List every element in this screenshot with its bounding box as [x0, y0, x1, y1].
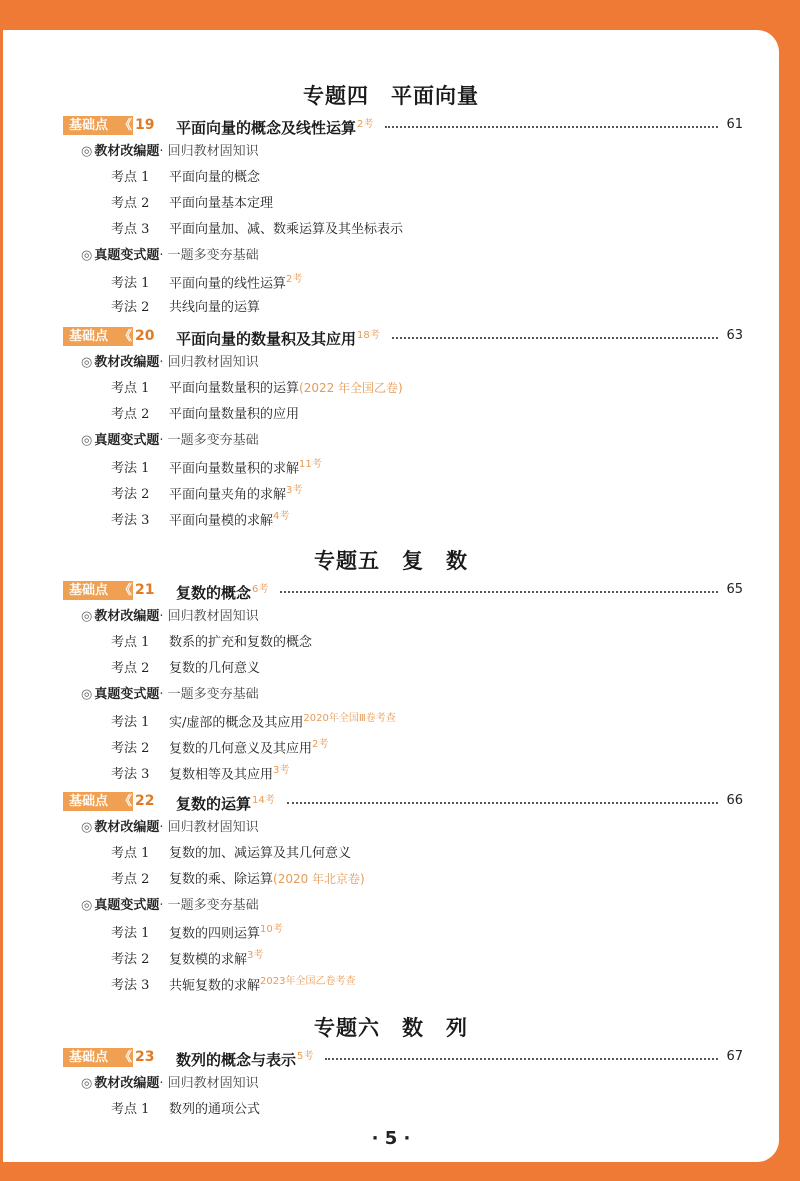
item-label: 考法 2	[111, 487, 150, 503]
toc-item[interactable]	[111, 735, 328, 756]
toc-page	[3, 30, 779, 1162]
item-label: 考点 2	[111, 872, 150, 887]
double-circle-icon: ◎	[81, 144, 93, 159]
double-circle-icon: ◎	[81, 609, 93, 624]
toc-entry-basic-point[interactable]	[63, 1045, 743, 1069]
question-category	[81, 140, 259, 159]
question-category	[81, 894, 259, 913]
leader-dots	[287, 802, 718, 804]
toc-item[interactable]	[111, 377, 403, 396]
double-chevron-icon: 《	[119, 583, 133, 598]
leader-dots	[385, 126, 718, 128]
double-circle-icon: ◎	[81, 898, 93, 913]
item-text: 平面向量的线性运算	[169, 276, 287, 292]
basic-point-badge	[63, 327, 133, 346]
basic-point-badge	[63, 1048, 133, 1067]
question-category	[81, 1072, 259, 1091]
point-title-text: 平面向量的数量积及其应用	[176, 330, 357, 348]
item-label: 考点 2	[111, 407, 150, 422]
basic-point-badge	[63, 116, 133, 135]
item-text: 平面向量数量积的运算	[169, 381, 300, 396]
question-category	[81, 683, 259, 702]
category-subtitle: · 回归教材固知识	[159, 609, 259, 624]
category-subtitle: · 一题多变夯基础	[159, 248, 259, 263]
exam-count-note: 5考	[297, 1051, 314, 1062]
category-name: 真题变式题	[94, 898, 160, 913]
point-title	[176, 1047, 313, 1070]
exam-count-note: 14考	[252, 795, 275, 806]
item-note: (2022 年全国乙卷)	[299, 381, 403, 395]
category-name: 教材改编题	[94, 1076, 160, 1091]
toc-item[interactable]	[111, 946, 263, 967]
point-title	[176, 115, 373, 138]
question-category	[81, 429, 259, 448]
double-chevron-icon: 《	[119, 118, 133, 133]
page-number-footer: · 5 ·	[371, 1128, 411, 1149]
item-note: 4考	[273, 511, 290, 522]
category-subtitle: · 一题多变夯基础	[159, 687, 259, 702]
category-name: 教材改编题	[94, 609, 160, 624]
badge-label: 基础点	[69, 118, 109, 133]
item-text: 复数的几何意义	[169, 661, 261, 676]
question-category	[81, 244, 259, 263]
item-text: 复数的乘、除运算	[169, 872, 274, 887]
item-text: 复数的加、减运算及其几何意义	[169, 846, 352, 861]
section-title: 专题六 数 列	[314, 1016, 468, 1040]
question-category	[81, 605, 259, 624]
point-title-text: 平面向量的概念及线性运算	[176, 119, 357, 137]
item-label: 考法 3	[111, 767, 150, 783]
item-label: 考法 2	[111, 300, 150, 315]
page-reference: 67	[726, 1049, 743, 1064]
toc-item[interactable]	[111, 972, 355, 993]
page-reference: 65	[726, 582, 743, 597]
item-label: 考点 1	[111, 1102, 150, 1117]
category-name: 真题变式题	[94, 433, 160, 448]
item-note: 3考	[247, 950, 264, 961]
item-label: 考法 1	[111, 926, 150, 942]
page-reference: 61	[726, 117, 743, 132]
item-label: 考法 1	[111, 715, 150, 731]
item-label: 考法 1	[111, 276, 150, 292]
exam-count-note: 2考	[357, 119, 374, 130]
double-circle-icon: ◎	[81, 820, 93, 835]
item-text: 共轭复数的求解	[169, 978, 261, 994]
category-name: 教材改编题	[94, 144, 160, 159]
item-note: 11考	[299, 459, 322, 470]
item-label: 考法 3	[111, 513, 150, 529]
category-subtitle: · 回归教材固知识	[159, 355, 259, 370]
double-circle-icon: ◎	[81, 248, 93, 263]
toc-item[interactable]	[111, 631, 312, 650]
double-chevron-icon: 《	[119, 794, 133, 809]
point-number: 20	[135, 328, 155, 344]
item-label: 考点 3	[111, 222, 150, 237]
basic-point-badge	[63, 792, 133, 811]
toc-item[interactable]	[111, 481, 302, 502]
toc-item[interactable]	[111, 920, 283, 941]
category-subtitle: · 一题多变夯基础	[159, 898, 259, 913]
toc-item[interactable]	[111, 270, 302, 291]
item-text: 平面向量夹角的求解	[169, 487, 287, 503]
leader-dots	[392, 337, 718, 339]
item-label: 考点 1	[111, 170, 150, 185]
item-label: 考法 2	[111, 952, 150, 968]
toc-item[interactable]	[111, 507, 289, 528]
item-text: 平面向量加、减、数乘运算及其坐标表示	[169, 222, 404, 237]
item-note: 3考	[273, 765, 290, 776]
double-chevron-icon: 《	[119, 1050, 133, 1065]
double-chevron-icon: 《	[119, 329, 133, 344]
item-label: 考法 1	[111, 461, 150, 477]
toc-item[interactable]	[111, 709, 396, 730]
double-circle-icon: ◎	[81, 355, 93, 370]
point-title	[176, 580, 268, 603]
item-text: 平面向量的概念	[169, 170, 261, 185]
toc-item[interactable]	[111, 1098, 260, 1117]
question-category	[81, 351, 259, 370]
point-title	[176, 791, 275, 814]
point-title	[176, 326, 380, 349]
point-title-text: 复数的运算	[176, 795, 252, 813]
item-text: 数系的扩充和复数的概念	[169, 635, 313, 650]
item-note: 2020年全国Ⅲ卷考查	[303, 713, 396, 724]
toc-item[interactable]	[111, 842, 351, 861]
badge-label: 基础点	[69, 329, 109, 344]
badge-label: 基础点	[69, 583, 109, 598]
question-category	[81, 816, 259, 835]
item-text: 复数相等及其应用	[169, 767, 274, 783]
point-title-text: 复数的概念	[176, 584, 252, 602]
item-text: 复数的四则运算	[169, 926, 261, 942]
item-text: 平面向量模的求解	[169, 513, 274, 529]
leader-dots	[325, 1058, 718, 1060]
toc-item[interactable]	[111, 403, 299, 422]
toc-item[interactable]	[111, 192, 273, 211]
page-reference: 63	[726, 328, 743, 343]
toc-item[interactable]	[111, 166, 260, 185]
double-circle-icon: ◎	[81, 433, 93, 448]
item-note: 2023年全国乙卷考查	[260, 976, 356, 987]
category-subtitle: · 回归教材固知识	[159, 820, 259, 835]
item-text: 复数的几何意义及其应用	[169, 741, 313, 757]
badge-label: 基础点	[69, 794, 109, 809]
toc-item[interactable]	[111, 296, 260, 315]
exam-count-note: 6考	[252, 584, 269, 595]
item-label: 考法 3	[111, 978, 150, 994]
item-label: 考点 1	[111, 846, 150, 861]
item-note: 3考	[286, 485, 303, 496]
point-title-text: 数列的概念与表示	[176, 1051, 297, 1069]
point-number: 23	[135, 1049, 155, 1065]
item-label: 考点 2	[111, 196, 150, 211]
category-name: 教材改编题	[94, 820, 160, 835]
toc-item[interactable]	[111, 761, 289, 782]
section-title: 专题五 复 数	[314, 549, 468, 573]
leader-dots	[280, 591, 718, 593]
toc-entry-basic-point[interactable]	[63, 113, 743, 137]
item-text: 实/虚部的概念及其应用	[169, 715, 304, 731]
category-name: 教材改编题	[94, 355, 160, 370]
category-name: 真题变式题	[94, 687, 160, 702]
toc-item[interactable]	[111, 218, 403, 237]
double-circle-icon: ◎	[81, 1076, 93, 1091]
toc-entry-basic-point[interactable]	[63, 789, 743, 813]
item-text: 数列的通项公式	[169, 1102, 261, 1117]
item-label: 考点 2	[111, 661, 150, 676]
item-text: 平面向量数量积的应用	[169, 407, 300, 422]
item-label: 考法 2	[111, 741, 150, 757]
point-number: 22	[135, 793, 155, 809]
badge-label: 基础点	[69, 1050, 109, 1065]
category-subtitle: · 一题多变夯基础	[159, 433, 259, 448]
exam-count-note: 18考	[357, 330, 380, 341]
category-name: 真题变式题	[94, 248, 160, 263]
toc-item[interactable]	[111, 657, 260, 676]
item-text: 复数模的求解	[169, 952, 248, 968]
item-note: 2考	[286, 274, 303, 285]
toc-entry-basic-point[interactable]	[63, 578, 743, 602]
basic-point-badge	[63, 581, 133, 600]
toc-entry-basic-point[interactable]	[63, 324, 743, 348]
item-note: 2考	[312, 739, 329, 750]
category-subtitle: · 回归教材固知识	[159, 1076, 259, 1091]
item-label: 考点 1	[111, 635, 150, 650]
toc-item[interactable]	[111, 868, 365, 887]
point-number: 21	[135, 582, 155, 598]
double-circle-icon: ◎	[81, 687, 93, 702]
item-label: 考点 1	[111, 381, 150, 396]
category-subtitle: · 回归教材固知识	[159, 144, 259, 159]
point-number: 19	[135, 117, 155, 133]
page-reference: 66	[726, 793, 743, 808]
item-text: 平面向量数量积的求解	[169, 461, 300, 477]
toc-item[interactable]	[111, 455, 322, 476]
item-text: 共线向量的运算	[169, 300, 261, 315]
section-title: 专题四 平面向量	[303, 84, 479, 108]
item-note: (2020 年北京卷)	[273, 872, 365, 886]
item-text: 平面向量基本定理	[169, 196, 274, 211]
item-note: 10考	[260, 924, 283, 935]
